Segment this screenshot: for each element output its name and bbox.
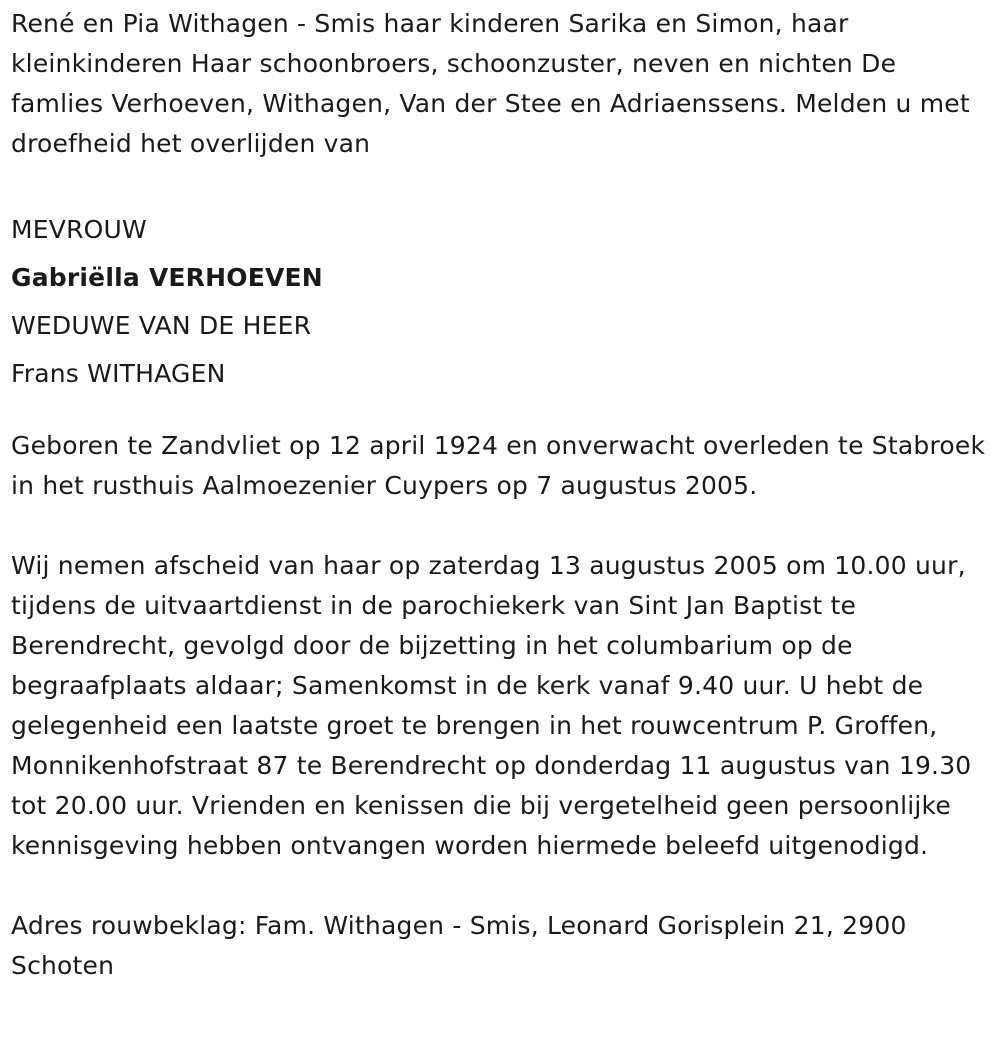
spacer (11, 506, 996, 546)
obituary-document (11, 4, 996, 986)
deceased-status: WEDUWE VAN DE HEER (11, 311, 312, 340)
address-paragraph: Adres rouwbeklag: Fam. Withagen - Smis, Leonard Gorisplein 21, 2900 Schoten (11, 911, 907, 980)
spacer (11, 866, 996, 906)
birth-death-paragraph: Geboren te Zandvliet op 12 april 1924 en onverwacht overleden te Stabroek in het rusthuis Aalmoezenier Cuypers op 7 augustus 2005. (11, 431, 986, 500)
intro-paragraph: René en Pia Withagen - Smis haar kinderen Sarika en Simon, haar kleinkinderen Haar schoonbroers, schoonzuster, neven en nichten De famlies Verhoeven, Withagen, Van der Stee en Adriaenssens. Melden u met droefheid het overlijden van (11, 9, 970, 158)
spouse-name: Frans WITHAGEN (11, 359, 226, 388)
ceremony-paragraph: Wij nemen afscheid van haar op zaterdag 13 augustus 2005 om 10.00 uur, tijdens de uitvaartdienst in de parochiekerk van Sint Jan Baptist te Berendrecht, gevolgd door de bijzetting in het columbarium op de begraafplaats aldaar; Samenkomst in de kerk vanaf 9.40 uur. U hebt de gelegenheid een laatste groet te brengen in het rouwcentrum P. Groffen, Monnikenhofstraat 87 te Berendrecht op donderdag 11 augustus van 19.30 tot 20.00 uur. Vrienden en kenissen die bij vergetelheid geen persoonlijke kennisgeving hebben ontvangen worden hiermede beleefd uitgenodigd. (11, 551, 972, 860)
deceased-block (11, 204, 996, 398)
deceased-title: MEVROUW (11, 215, 147, 244)
spacer (11, 398, 996, 426)
deceased-name: Gabriëlla VERHOEVEN (11, 263, 323, 292)
spacer (11, 164, 996, 204)
